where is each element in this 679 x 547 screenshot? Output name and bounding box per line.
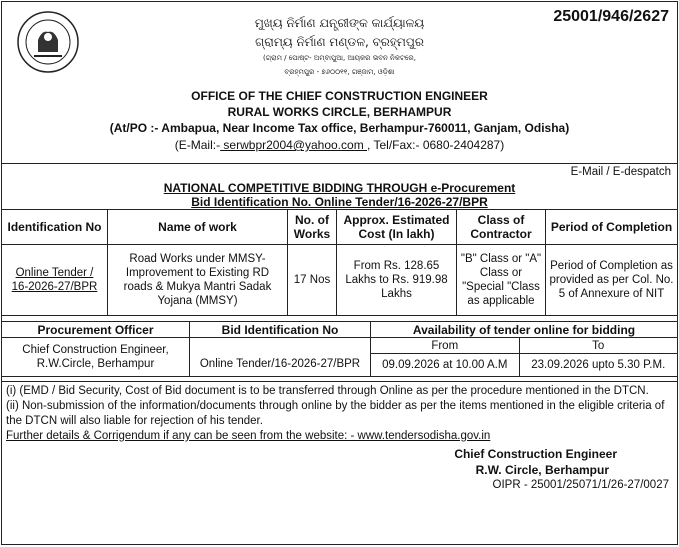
notice-header <box>2 2 677 164</box>
despatch-label: E-Mail / E-despatch <box>570 166 671 178</box>
cell-bid-id: Online Tender/16-2026-27/BPR <box>190 338 371 377</box>
odia-line-3: (ଗ୍ରାମ / ପୋଷ୍ଟ- ଅମ୍ବାପୁଆ, ଆୟକର ଭବନ ନିକଟରେ, <box>263 54 416 62</box>
col-no-of-works: No. of Works <box>288 210 337 245</box>
cell-officer: Chief Construction Engineer, R.W.Circle, Berhampur <box>2 338 190 377</box>
col-procurement-officer: Procurement Officer <box>2 322 190 338</box>
col-class: Class of Contractor <box>457 210 546 245</box>
from-label: From <box>371 338 520 354</box>
email-prefix: (E-Mail:- <box>174 138 221 152</box>
email-link[interactable]: serwbpr2004@yahoo.com <box>220 138 368 152</box>
cell-class: "B" Class or "A" Class or "Special "Class as applicable <box>457 245 546 316</box>
doc-number: 25001/946/2627 <box>553 8 669 25</box>
col-period: Period of Completion <box>546 210 678 245</box>
col-estimated-cost: Approx. Estimated Cost (In lakh) <box>337 210 457 245</box>
office-title: OFFICE OF THE CHIEF CONSTRUCTION ENGINEER <box>191 89 488 103</box>
signatory-title: Chief Construction Engineer <box>454 447 617 461</box>
table-header-row <box>2 210 678 245</box>
odia-line-2: ଗ୍ରାମ୍ୟ ନିର୍ମାଣ ମଣ୍ଡଳ, ବ୍ରହ୍ମପୁର <box>255 35 424 49</box>
circle-title: RURAL WORKS CIRCLE, BERHAMPUR <box>227 105 452 119</box>
id-line-1[interactable]: Online Tender / <box>15 267 94 279</box>
cell-period: Period of Completion as provided as per Col. No. 5 of Annexure of NIT <box>546 245 678 316</box>
cell-identification[interactable] <box>2 245 108 316</box>
title-section <box>2 164 677 209</box>
contact-line <box>2 138 677 152</box>
col-availability: Availability of tender online for bidding <box>371 322 678 338</box>
odia-line-1: ମୁଖ୍ୟ ନିର୍ମାଣ ଯନ୍ତ୍ରୀଙ୍କ କାର୍ଯ୍ୟାଳୟ <box>254 16 425 30</box>
cell-from-date: 09.09.2026 at 10.00 A.M <box>371 354 520 377</box>
tender-table <box>1 209 678 316</box>
tel-fax: , Tel/Fax:- 0680-2404287) <box>367 138 505 152</box>
col-identification: Identification No <box>2 210 108 245</box>
bid-id-title: Bid Identification No. Online Tender/16-2026-27/BPR <box>191 195 488 209</box>
odia-line-4: ବ୍ରହ୍ମପୁର - ୭୬୦୦୧୧, ଗଞ୍ଜାମ, ଓଡ଼ିଶା <box>284 68 395 76</box>
to-label: To <box>519 338 678 354</box>
cell-no-of-works: 17 Nos <box>288 245 337 316</box>
table-row <box>2 245 678 316</box>
oipr-number: OIPR - 25001/25071/1/26-27/0027 <box>492 479 669 491</box>
tender-notice <box>1 1 678 545</box>
col-name-of-work: Name of work <box>108 210 288 245</box>
note-3-website[interactable]: Further details & Corrigendum if any can be seen from the website: - www.tendersodisha.gov.in <box>6 430 491 442</box>
availability-header-row <box>2 322 678 338</box>
note-2: (ii) Non-submission of the information/documents through online by the bidder as per the items mentioned in the eligible criteria of the DTCN will also liable for rejection of his tender. <box>6 400 665 427</box>
cell-name-of-work: Road Works under MMSY-Improvement to Existing RD roads & Mukya Mantri Sadak Yojana (MMSY) <box>108 245 288 316</box>
cell-to-date: 23.09.2026 upto 5.30 P.M. <box>519 354 678 377</box>
note-1: (i) (EMD / Bid Security, Cost of Bid document is to be transferred through Online as per the procedure mentioned in the DTCN. <box>6 385 649 397</box>
availability-table <box>1 321 678 377</box>
col-bid-identification: Bid Identification No <box>190 322 371 338</box>
id-line-2[interactable]: 16-2026-27/BPR <box>11 281 98 293</box>
signatory-circle: R.W. Circle, Berhampur <box>475 463 609 477</box>
office-address: (At/PO :- Ambapua, Near Income Tax office, Berhampur-760011, Ganjam, Odisha) <box>109 121 570 135</box>
availability-row <box>2 338 678 354</box>
notice-title: NATIONAL COMPETITIVE BIDDING THROUGH e-Procurement <box>163 181 516 195</box>
cell-estimated-cost: From Rs. 128.65 Lakhs to Rs. 919.98 Lakhs <box>337 245 457 316</box>
notes-section <box>2 381 677 444</box>
